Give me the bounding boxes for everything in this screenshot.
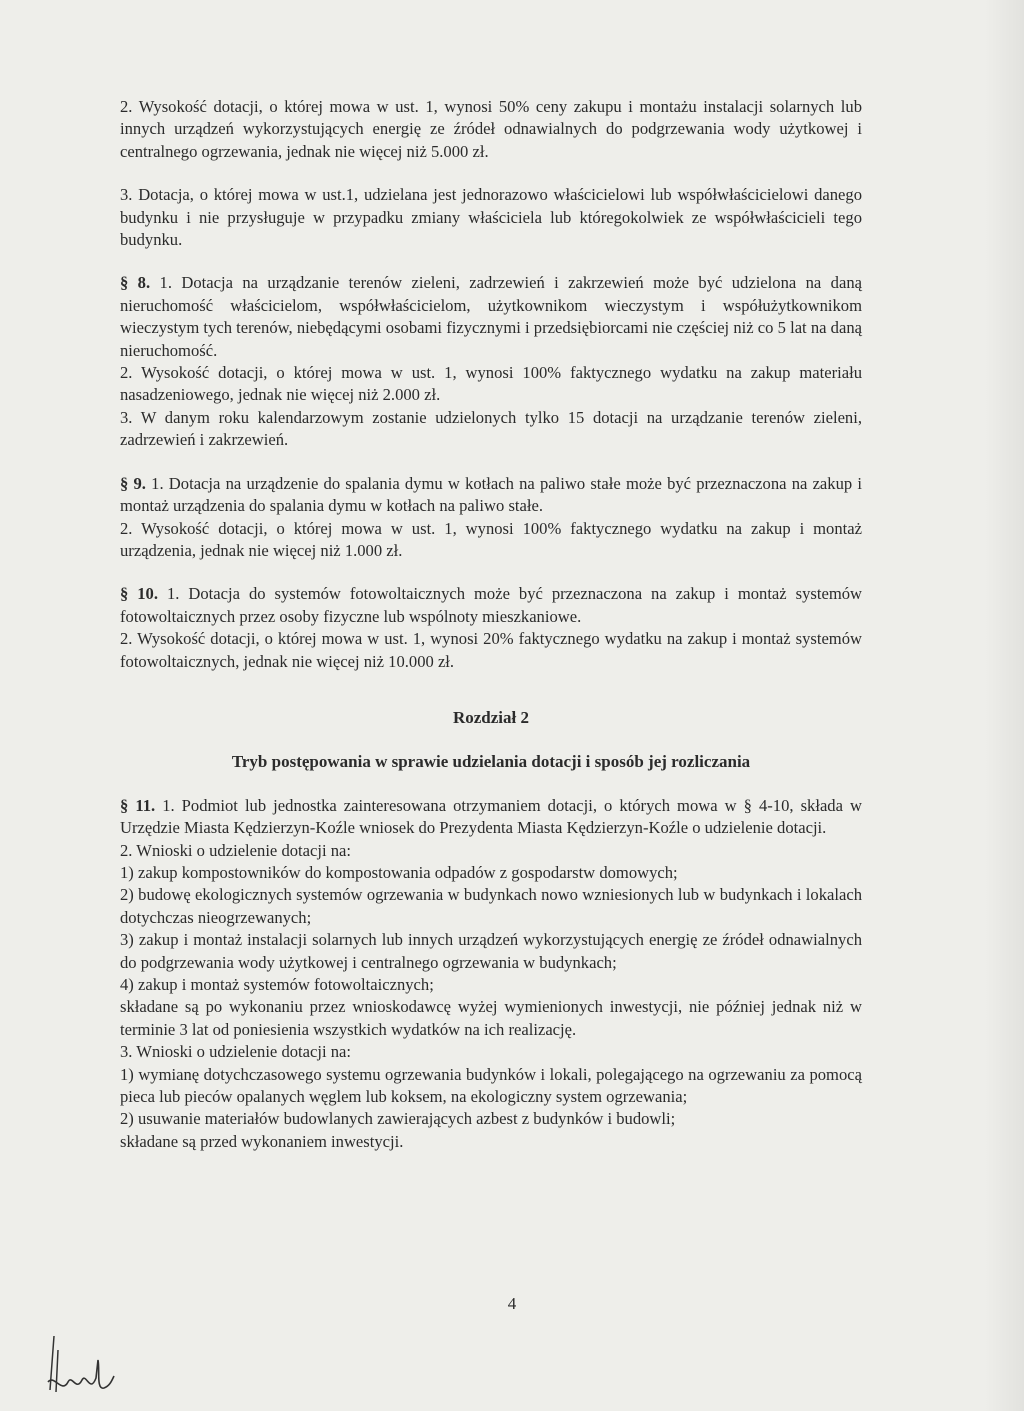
list-item: 1) zakup kompostowników do kompostowania odpadów z gospodarstw domowych;	[120, 862, 678, 882]
section-text: 1. Dotacja na urządzanie terenów zieleni, zadrzewień i zakrzewień może być udzielona na daną nieruchomość właścicielom, współwłaścicielom, użytkownikom wieczystym i współużytkownikom wieczystym tych terenów, niebędącymi osobami fizycznymi i przedsiębiorcami nie częściej niż co 5 lat na daną nieruchomość.	[120, 273, 863, 360]
document-body	[120, 96, 862, 1153]
section-10-para-2: 2. Wysokość dotacji, o której mowa w ust. 1, wynosi 20% faktycznego wydatku na zakup i montaż systemów fotowoltaicznych, jednak nie więcej niż 10.000 zł.	[120, 629, 862, 671]
section-10-para-1	[120, 583, 862, 628]
page-edge-shadow	[984, 0, 1024, 1411]
section-11-para-2-intro: 2. Wnioski o udzielenie dotacji na:	[120, 840, 352, 860]
section-text: 1. Dotacja na urządzenie do spalania dymu w kotłach na paliwo stałe może być przeznaczona na zakup i montaż urządzenia do spalania dymu w kotłach na paliwo stałe.	[120, 473, 863, 516]
list-item: 4) zakup i montaż systemów fotowoltaicznych;	[120, 975, 434, 994]
list-item: 1) wymianę dotychczasowego systemu ogrzewania budynków i lokali, polegającego na ogrzewaniu za pomocą pieca lub pieców opalanych węglem lub koksem, na ekologiczny system ogrzewania;	[120, 1064, 862, 1107]
signature-scribble	[40, 1330, 120, 1405]
section-label: § 8.	[120, 273, 151, 293]
section-11-para-3-outro: składane są przed wykonaniem inwestycji.	[120, 1131, 404, 1151]
section-label: § 11.	[120, 795, 156, 815]
paragraph: 2. Wysokość dotacji, o której mowa w ust. 1, wynosi 50% ceny zakupu i montażu instalacji solarnych lub innych urządzeń wykorzystujących energię ze źródeł odnawialnych do podgrzewania wody użytkowej i centralnego ogrzewania, jednak nie więcej niż 5.000 zł.	[120, 97, 862, 161]
page-number: 4	[507, 1294, 517, 1313]
section-9-para-2: 2. Wysokość dotacji, o której mowa w ust. 1, wynosi 100% faktycznego wydatku na zakup i montaż urządzenia, jednak nie więcej niż 1.000 zł.	[120, 518, 862, 560]
list-item: 3) zakup i montaż instalacji solarnych lub innych urządzeń wykorzystujących energię ze źródeł odnawialnych do podgrzewania wody użytkowej i centralnego ogrzewania w budynkach;	[120, 930, 862, 972]
chapter-subtitle: Tryb postępowania w sprawie udzielania dotacji i sposób jej rozliczania	[231, 752, 751, 772]
list-item: 2) usuwanie materiałów budowlanych zawierających azbest z budynków i budowli;	[120, 1109, 676, 1129]
section-11-para-2-outro: składane są po wykonaniu przez wnioskodawcę wyżej wymienionych inwestycji, nie później jednak niż w terminie 3 lat od poniesienia wszystkich wydatków na ich realizację.	[120, 997, 862, 1039]
section-11-para-3-intro: 3. Wnioski o udzielenie dotacji na:	[120, 1042, 352, 1062]
paragraph: 3. Dotacja, o której mowa w ust.1, udzielana jest jednorazowo właścicielowi lub współwłaścicielowi danego budynku i nie przysługuje w przypadku zmiany właściciela lub któregokolwiek ze współwłaścicieli tego budynku.	[120, 185, 862, 250]
section-11-para-1	[120, 795, 862, 840]
section-text: 1. Dotacja do systemów fotowoltaicznych może być przeznaczona na zakup i montaż systemów fotowoltaicznych przez osoby fizyczne lub wspólnoty mieszkaniowe.	[120, 584, 863, 626]
section-label: § 10.	[120, 584, 159, 604]
section-label: § 9.	[120, 473, 146, 493]
section-8-para-1	[120, 272, 862, 362]
section-8-para-2: 2. Wysokość dotacji, o której mowa w ust. 1, wynosi 100% faktycznego wydatku na zakup materiału nasadzeniowego, jednak nie więcej niż 2.000 zł.	[120, 363, 862, 405]
list-item: 2) budowę ekologicznych systemów ogrzewania w budynkach nowo wzniesionych lub w budynkach i lokalach dotychczas nieogrzewanych;	[120, 885, 862, 927]
section-8-para-3: 3. W danym roku kalendarzowym zostanie udzielonych tylko 15 dotacji na urządzanie terenów zieleni, zadrzewień i zakrzewień.	[120, 407, 862, 450]
section-9-para-1	[120, 473, 862, 518]
section-text: 1. Podmiot lub jednostka zainteresowana otrzymaniem dotacji, o których mowa w § 4-10, składa w Urzędzie Miasta Kędzierzyn-Koźle wniosek do Prezydenta Miasta Kędzierzyn-Koźle o udzielenie dotacji.	[120, 795, 862, 838]
chapter-title: Rozdział 2	[452, 707, 530, 727]
